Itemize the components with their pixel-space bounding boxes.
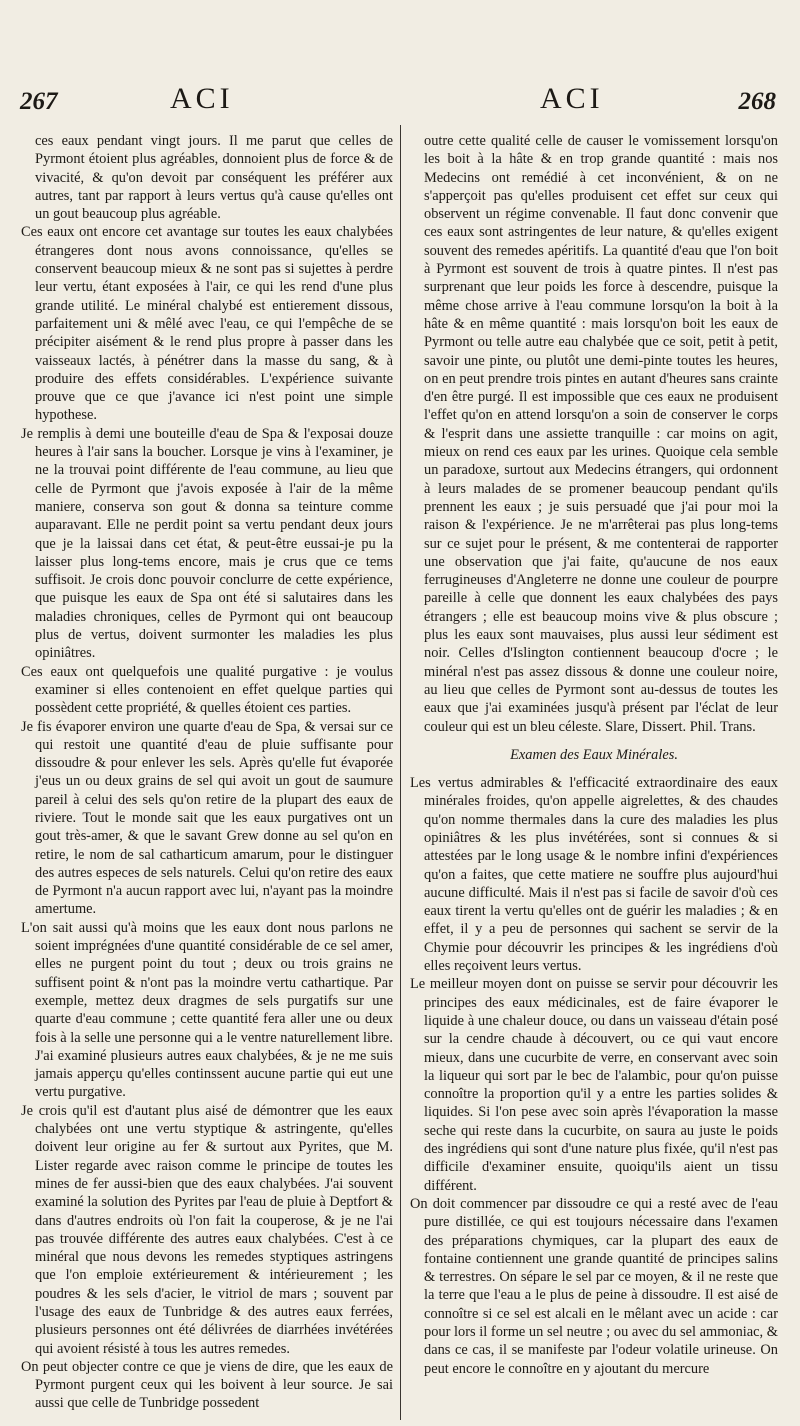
paragraph: On peut objecter contre ce que je viens de dire, que les eaux de Pyrmont purgent ceux qui les boivent à leur source. Je sai aussi que celle de Tunbridge possedent	[21, 1358, 393, 1412]
right-column	[410, 132, 778, 1422]
paragraph: Ces eaux ont encore cet avantage sur toutes les eaux chalybées étrangeres dont nous avons connoissance, qu'elles se conservent beaucoup mieux & ne sont pas si sujettes à perdre leur vertu, étant exposées à l'air, ce qui les rend d'une plus grande utilité. Le minéral chalybé est entierement dissous, parfaitement uni & mêlé avec l'eau, ce qui l'empêche de se précipiter aisément & le rend plus propre à passer dans les vaisseaux lactés, à pénétrer dans la masse du sang, & à produire des effets considérables. L'expérience suivante prouve que ce que j'avance ici n'est point une simple hypothese.	[21, 224, 393, 424]
paragraph: Je remplis à demi une bouteille d'eau de Spa & l'exposai douze heures à l'air sans la boucher. Lorsque je vins à l'examiner, je ne la trouvai point différente de l'eau commune, au lieu que celle de Pyrmont que j'avois exposée à l'air de la même maniere, conserva son gout & donna sa teinture comme auparavant. Elle ne perdit point sa vertu pendant deux jours que je la laissai dans cet état, & peut-être eussai-je pu la laisser plus long-tems encore, mais je crus que ce tems suffisoit. Je crois donc pouvoir conclurre de cette expérience, que puisque les eaux de Spa ont été si salutaires dans les maladies chroniques, celles de Pyrmont qui ont beaucoup plus de vertus, doivent surmonter les maladies les plus opiniâtres.	[21, 425, 393, 662]
column-divider	[400, 125, 401, 1420]
left-column	[21, 132, 393, 1422]
paragraph: On doit commencer par dissoudre ce qui a resté avec de l'eau pure distillée, ce qui est toujours nécessaire dans l'examen des préparations chymiques, car la plupart des eaux de fontaine contiennent une grande quantité de principes salins & terrestres. On sépare le sel par ce moyen, & il ne reste que la terre que l'eau a le plus de peine à dissoudre. Il est aisé de connoître si ce sel est alcali en le mêlant avec un acide : car pour lors il forme un sel neutre ; ou avec du sel ammoniac, & dans ce cas, il se manifeste par l'odeur volatile urineuse. On peut encore le connoître en y ajoutant du mercure	[410, 1195, 778, 1377]
right-page-number: 268	[738, 88, 776, 115]
paragraph: ces eaux pendant vingt jours. Il me parut que celles de Pyrmont étoient plus agréables, donnoient plus de force & de vivacité, & qu'on devoit par conséquent les préférer aux autres, tant par rapport à leurs vertus qu'à cause qu'elles ont un gout beaucoup plus agréable.	[35, 133, 393, 223]
page-header	[0, 82, 800, 128]
paragraph: L'on sait aussi qu'à moins que les eaux dont nous parlons ne soient imprégnées d'une quantité considérable de ce sel amer, elles ne purgent point du tout ; deux ou trois grains ne suffisent point & n'ont pas la moindre vertu cathartique. Par exemple, mettez deux dragmes de sels purgatifs sur une quarte d'eau commune ; cette quantité fera aller une ou deux fois à la selle une personne qui a le ventre naturellement libre. J'ai examiné plusieurs autres eaux chalybées, & je ne me suis jamais apperçu qu'elles continssent aucune partie qui eut une vertu purgative.	[21, 919, 393, 1101]
section-title: Examen des Eaux Minérales.	[510, 746, 678, 763]
paragraph: outre cette qualité celle de causer le vomissement lorsqu'on les boit à la hâte & en trop grande quantité : mais nos Medecins ont remédié à cet inconvénient, & on ne s'apperçoit pas qu'elles produisent cet effet sur ceux qui observent un régime convenable. Il faut donc convenir que ces eaux sont astringentes de leur nature, & qu'elles exigent souvent des remedes apéritifs. La quantité d'eau que l'on boit à Pyrmont est souvent de trois à quatre pintes. Il n'est pas surprenant que leur poids les force à descendre, puisque la même chose arrive à l'eau commune lorsqu'on la boit à la hâte & en même quantité : mais lorsqu'on boit les eaux de Pyrmont ou telle autre eau chalybée que ce soit, petit à petit, savoir une pinte, ou plutôt une demi-pinte toutes les heures, on en peut prendre trois pintes en autant d'heures sans crainte d'en être purgé. Il est impossible que ces eaux ne produisent l'effet qu'on en attend lorsqu'on a soin de conserver le corps & l'esprit dans une assiette tranquille : car moins on agit, mieux on rend ces eaux par les urines. Quoique cela semble un paradoxe, surtout aux Medecins étrangers, qui ordonnent à leurs malades de se promener beaucoup pendant qu'ils prennent les eaux ; je suis persuadé que j'ai pour moi la raison & l'expérience. Je ne m'arrêterai pas plus long-tems sur ce sujet pour le présent, & me contenterai de rapporter une observation que j'ai faite, qu'aucune de nos eaux ferrugineuses d'Angleterre ne donne une couleur de pourpre pareille à celle que donnent les eaux chalybées des pays étrangers ; elle est beaucoup moins vive & plus obscure ; plus les eaux sont mauvaises, plus aussi leur sédiment est noir. Celles d'Islington contiennent beaucoup d'ocre ; le minéral n'est pas assez dissous & donne une couleur noire, au lieu que celles de Pyrmont sont au-dessus de toutes les eaux que j'ai examinées jusqu'à présent par l'éclat de leur couleur qui est un bleu céleste. Slare, Dissert. Phil. Trans.	[424, 133, 778, 735]
left-page-number: 267	[20, 88, 58, 115]
paragraph: Je crois qu'il est d'autant plus aisé de démontrer que les eaux chalybées ont une vertu styptique & astringente, qu'elles doivent leur origine au fer & surtout aux Pyrites, que M. Lister regarde avec raison comme le principe de toutes les mines de fer aussi-bien que des eaux chalybées. J'ai souvent examiné la solution des Pyrites par l'eau de pluie à Deptfort & dans d'autres endroits où l'on fait la couperose, & je ne l'ai pas trouvée différente des autres eaux chalybées. C'est à ce minéral que nous devons les remedes styptiques astringens que l'on emploie extérieurement & intérieurement ; les poudres & les sels d'acier, le vitriol de mars ; souvent par l'usage des eaux de Tunbridge & des autres eaux ferrées, plusieurs personnes ont été délivrées de diarrhées invétérées qui avoient résisté à tous les autres remedes.	[21, 1102, 393, 1357]
left-running-head: ACI	[170, 82, 234, 115]
right-running-head: ACI	[540, 82, 604, 115]
paragraph: Je fis évaporer environ une quarte d'eau de Spa, & versai sur ce qui restoit une quantité d'eau de pluie suffisante pour dissoudre & pour enlever les sels. Après qu'elle fut évaporée j'eus un ou deux grains de sel qui avoit un gout de saumure pareil à celui des sels qu'on retire de la plupart des eaux de riviere. Tout le monde sait que les eaux purgatives ont un gout très-amer, & que le savant Grew donne au sel qu'on en retire, le nom de sal catharticum amarum, pour le distinguer des autres especes de sels naturels. Celui qu'on retire des eaux de Pyrmont n'a aucun rapport avec lui, n'ayant pas la moindre amertume.	[21, 718, 393, 918]
paragraph: Le meilleur moyen dont on puisse se servir pour découvrir les principes des eaux médicinales, est de faire évaporer le liquide à une chaleur douce, ou dans un vaisseau d'étain posé sur la cendre chaude à découvert, ou ce qui vaut encore mieux, dans une cucurbite de verre, en conservant avec soin la liqueur qui sort par le bec de l'alambic, pour qu'on puisse connoître la proportion qu'il y a entre les parties solides & liquides. Si l'on pese avec soin après l'évaporation la masse seche qui reste dans la cucurbite, on saura au juste le poids des ingrédiens qui sont d'une nature plus fixée, qu'il n'est pas difficile d'examiner ensuite, quoiqu'ils aient un tissu différent.	[410, 976, 778, 1194]
paragraph: Ces eaux ont quelquefois une qualité purgative : je voulus examiner si elles contenoient en effet quelque parties qui possèdent cette propriété, & quelles étoient ces parties.	[21, 663, 393, 717]
paragraph: Les vertus admirables & l'efficacité extraordinaire des eaux minérales froides, qu'on appelle aigrelettes, & des chaudes qu'on nomme thermales dans la cure des maladies les plus opiniâtres & les plus invétérées, sont si connues & si attestées par le long usage & le nombre infini d'expériences qu'on a faites, que cette matiere ne souffre plus aujourd'hui aucune difficulté. Mais il n'est pas si facile de savoir d'où ces eaux tirent la vertu qu'elles ont de guérir les maladies ; & en effet, il y a peu de personnes qui sachent se servir de la Chymie pour découvrir les principes & les ingrédiens d'où elles reçoivent leurs vertus.	[410, 775, 778, 975]
